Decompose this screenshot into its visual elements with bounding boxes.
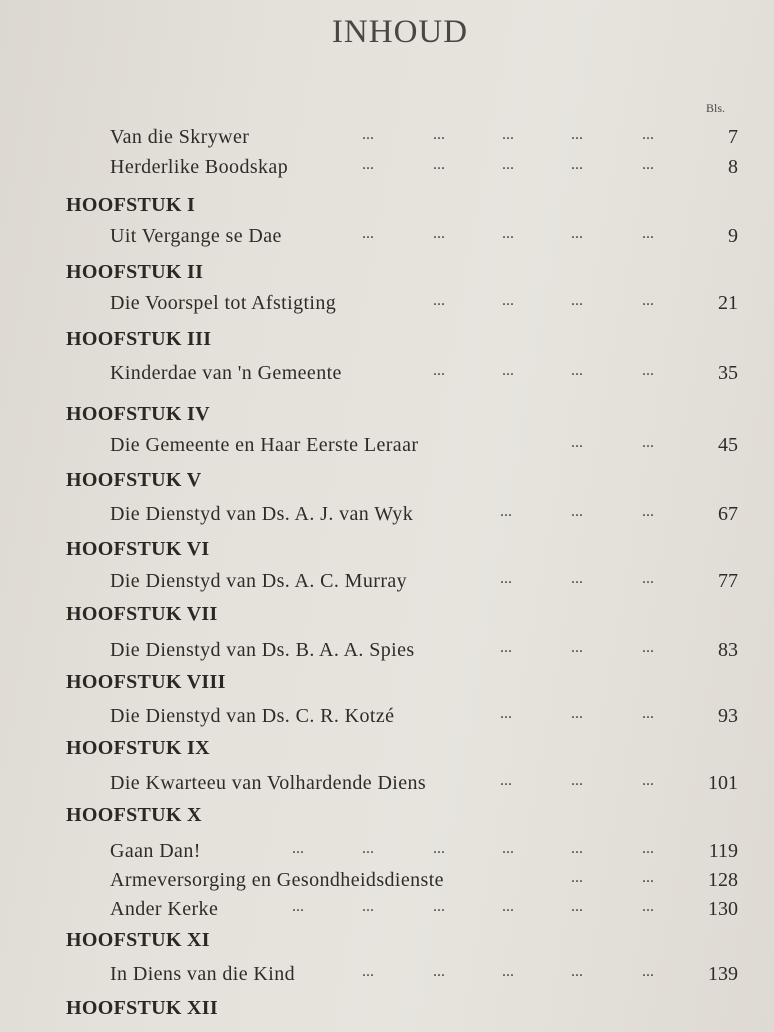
dot-leader: ...	[502, 126, 514, 143]
toc-entry-title: Die Dienstyd van Ds. C. R. Kotzé	[110, 705, 395, 727]
toc-entry	[110, 570, 738, 598]
toc-entry-title: Die Dienstyd van Ds. A. J. van Wyk	[110, 503, 414, 525]
toc-entry-page: 8	[728, 156, 738, 178]
chapter-heading: HOOFSTUK XII	[66, 997, 218, 1019]
toc-entry	[110, 869, 738, 897]
dot-leader: ...	[571, 840, 583, 857]
dot-leader: ...	[292, 840, 304, 857]
chapter-heading: HOOFSTUK VIII	[66, 671, 226, 693]
dot-leader: ...	[642, 126, 654, 143]
dot-leader: ...	[571, 869, 583, 886]
dot-leader: ...	[642, 225, 654, 242]
dot-leader: ...	[502, 292, 514, 309]
toc-entry	[110, 362, 738, 390]
dot-leader: ...	[571, 434, 583, 451]
toc-entry-title: Die Dienstyd van Ds. A. C. Murray	[110, 570, 408, 592]
chapter-heading: HOOFSTUK VII	[66, 603, 218, 625]
toc-entry-page: 139	[708, 963, 738, 985]
toc-entry	[110, 840, 738, 868]
toc-entry-title: In Diens van die Kind	[110, 963, 296, 985]
dot-leader: ...	[500, 772, 512, 789]
dot-leader: ...	[642, 362, 654, 379]
dot-leader: ...	[502, 898, 514, 915]
toc-entry-page: 93	[718, 705, 738, 727]
toc-entry	[110, 705, 738, 733]
toc-entry-title: Uit Vergange se Dae	[110, 225, 282, 247]
chapter-heading: HOOFSTUK XI	[66, 929, 210, 951]
dot-leader: ...	[500, 570, 512, 587]
page-title: INHOUD	[331, 14, 469, 50]
toc-entry	[110, 963, 738, 991]
dot-leader: ...	[642, 772, 654, 789]
chapter-heading: HOOFSTUK II	[66, 261, 204, 283]
dot-leader: ...	[362, 126, 374, 143]
toc-entry-page: 21	[718, 292, 738, 314]
dot-leader: ...	[433, 225, 445, 242]
dot-leader: ...	[433, 292, 445, 309]
toc-entry-page: 101	[708, 772, 738, 794]
toc-entry-title: Die Voorspel tot Afstigting	[110, 292, 337, 314]
chapter-heading: HOOFSTUK IX	[66, 737, 210, 759]
dot-leader: ...	[500, 639, 512, 656]
chapter-heading: HOOFSTUK VI	[66, 538, 210, 560]
toc-entry-title: Die Gemeente en Haar Eerste Leraar	[110, 434, 419, 456]
dot-leader: ...	[362, 840, 374, 857]
toc-entry-title: Armeversorging en Gesondheidsdienste	[110, 869, 444, 891]
toc-entry-title: Herderlike Boodskap	[110, 156, 289, 178]
chapter-heading: HOOFSTUK X	[66, 804, 202, 826]
dot-leader: ...	[502, 225, 514, 242]
dot-leader: ...	[502, 840, 514, 857]
dot-leader: ...	[571, 570, 583, 587]
dot-leader: ...	[502, 156, 514, 173]
toc-entry-page: 83	[718, 639, 738, 661]
dot-leader: ...	[362, 898, 374, 915]
page-column-label: Bls.	[706, 101, 726, 115]
toc-entry-page: 67	[718, 503, 738, 525]
dot-leader: ...	[571, 156, 583, 173]
dot-leader: ...	[362, 156, 374, 173]
toc-entry	[110, 156, 738, 184]
toc-entry-title: Ander Kerke	[110, 898, 219, 920]
toc-entry-page: 9	[728, 225, 738, 247]
dot-leader: ...	[571, 705, 583, 722]
dot-leader: ...	[433, 840, 445, 857]
chapter-heading: HOOFSTUK IV	[66, 403, 210, 425]
toc-entry-page: 45	[718, 434, 738, 456]
toc-entry-title: Kinderdae van 'n Gemeente	[110, 362, 342, 384]
toc-entry-page: 128	[708, 869, 738, 891]
dot-leader: ...	[433, 126, 445, 143]
toc-entry	[110, 126, 738, 154]
dot-leader: ...	[642, 963, 654, 980]
dot-leader: ...	[500, 705, 512, 722]
dot-leader: ...	[642, 840, 654, 857]
dot-leader: ...	[642, 570, 654, 587]
dot-leader: ...	[502, 963, 514, 980]
dot-leader: ...	[433, 362, 445, 379]
toc-entry-title: Die Dienstyd van Ds. B. A. A. Spies	[110, 639, 415, 661]
dot-leader: ...	[642, 639, 654, 656]
dot-leader: ...	[642, 292, 654, 309]
dot-leader: ...	[500, 503, 512, 520]
toc-entry	[110, 639, 738, 667]
dot-leader: ...	[502, 362, 514, 379]
toc-entry	[110, 434, 738, 462]
toc-entry	[110, 292, 738, 320]
dot-leader: ...	[642, 434, 654, 451]
dot-leader: ...	[571, 898, 583, 915]
dot-leader: ...	[642, 898, 654, 915]
dot-leader: ...	[642, 705, 654, 722]
toc-entry	[110, 772, 738, 800]
dot-leader: ...	[571, 225, 583, 242]
toc-entry-title: Gaan Dan!	[110, 840, 201, 862]
dot-leader: ...	[571, 503, 583, 520]
dot-leader: ...	[642, 156, 654, 173]
toc-entry-page: 35	[718, 362, 738, 384]
toc-entry	[110, 503, 738, 531]
chapter-heading: HOOFSTUK I	[66, 194, 196, 216]
chapter-heading: HOOFSTUK III	[66, 328, 212, 350]
toc-entry-page: 119	[708, 840, 738, 862]
chapter-heading: HOOFSTUK V	[66, 469, 202, 491]
dot-leader: ...	[362, 225, 374, 242]
dot-leader: ...	[571, 362, 583, 379]
dot-leader: ...	[571, 963, 583, 980]
dot-leader: ...	[292, 898, 304, 915]
toc-entry-page: 77	[718, 570, 738, 592]
dot-leader: ...	[571, 639, 583, 656]
dot-leader: ...	[571, 126, 583, 143]
dot-leader: ...	[642, 503, 654, 520]
toc-entry-title: Van die Skrywer	[110, 126, 250, 148]
toc-entry	[110, 225, 738, 253]
toc-entry	[110, 898, 738, 926]
dot-leader: ...	[571, 292, 583, 309]
toc-entry-page: 7	[728, 126, 738, 148]
dot-leader: ...	[433, 156, 445, 173]
dot-leader: ...	[362, 963, 374, 980]
dot-leader: ...	[433, 898, 445, 915]
toc-entry-title: Die Kwarteeu van Volhardende Diens	[110, 772, 427, 794]
dot-leader: ...	[571, 772, 583, 789]
toc-entry-page: 130	[708, 898, 738, 920]
dot-leader: ...	[433, 963, 445, 980]
dot-leader: ...	[642, 869, 654, 886]
